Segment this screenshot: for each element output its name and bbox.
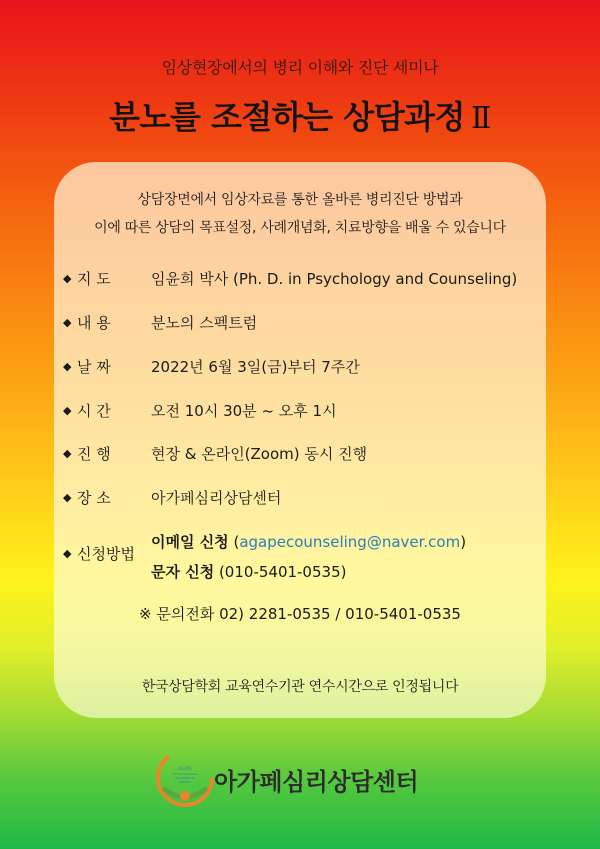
detail-value: 임윤희 박사 (Ph. D. in Psychology and Counseling) [151, 270, 518, 288]
diamond-bullet-icon: ◆ [63, 547, 72, 560]
apply-email-close: ) [460, 533, 467, 551]
apply-sms-line [151, 561, 346, 585]
detail-label: 내 용 [77, 314, 111, 332]
svg-text:PSYCHOLOGICAL: PSYCHOLOGICAL [172, 772, 198, 776]
detail-label: 날 짜 [77, 358, 111, 376]
title-roman-numeral: Ⅱ [470, 101, 491, 136]
svg-text:COUNSELING: COUNSELING [175, 776, 195, 780]
diamond-bullet-icon: ◆ [63, 404, 72, 417]
detail-label: 장 소 [77, 489, 111, 507]
diamond-bullet-icon: ◆ [63, 360, 72, 373]
seminar-subtitle: 임상현장에서의 병리 이해와 진단 세미나 [161, 58, 439, 77]
detail-label: 지 도 [77, 270, 111, 288]
svg-text:CENTER: CENTER [178, 780, 192, 784]
detail-value: 분노의 스펙트럼 [151, 314, 258, 332]
detail-value: 현장 & 온라인(Zoom) 동시 진행 [151, 445, 368, 463]
apply-sms-number: (010-5401-0535) [214, 563, 347, 581]
detail-row-apply [63, 543, 147, 567]
detail-row-content [63, 312, 258, 336]
intro-line-2: 이에 따른 상담의 목표설정, 사례개념화, 치료방향을 배울 수 있습니다 [94, 220, 506, 236]
page-title [0, 92, 600, 138]
apply-sms-label: 문자 신청 [151, 563, 215, 581]
apply-email-address[interactable]: agapecounseling@naver.com [239, 533, 461, 551]
title-text: 분노를 조절하는 상담과정 [109, 98, 465, 136]
intro-line-1: 상담장면에서 임상자료를 통한 올바른 병리진단 방법과 [137, 192, 463, 208]
inquiry-phone: ※ 문의전화 02) 2281-0535 / 010-5401-0535 [139, 605, 461, 623]
detail-label: 진 행 [77, 445, 111, 463]
certification-note: 한국상담학회 교육연수기관 연수시간으로 인정됩니다 [141, 679, 459, 695]
detail-value: 2022년 6월 3일(금)부터 7주간 [151, 358, 360, 376]
diamond-bullet-icon: ◆ [63, 447, 72, 460]
detail-row-instructor [63, 268, 518, 292]
agape-logo-icon [155, 748, 215, 808]
logo-emblem-text: AGAPE [178, 766, 192, 771]
detail-row-place [63, 487, 282, 511]
apply-email-open: ( [228, 533, 240, 551]
detail-value: 오전 10시 30분 ~ 오후 1시 [151, 402, 337, 420]
detail-row-time [63, 400, 337, 424]
diamond-bullet-icon: ◆ [63, 316, 72, 329]
apply-email-label: 이메일 신청 [151, 533, 229, 551]
detail-value: 아가페심리상담센터 [151, 489, 282, 507]
center-logo-name: 아가페심리상담센터 [214, 768, 419, 796]
intro-text [0, 186, 600, 242]
detail-label: 신청방법 [77, 545, 135, 563]
detail-row-date [63, 356, 360, 380]
diamond-bullet-icon: ◆ [63, 272, 72, 285]
detail-label: 시 간 [77, 402, 111, 420]
info-panel [54, 162, 546, 718]
apply-email-line [151, 531, 466, 555]
detail-row-mode [63, 443, 368, 467]
diamond-bullet-icon: ◆ [63, 491, 72, 504]
